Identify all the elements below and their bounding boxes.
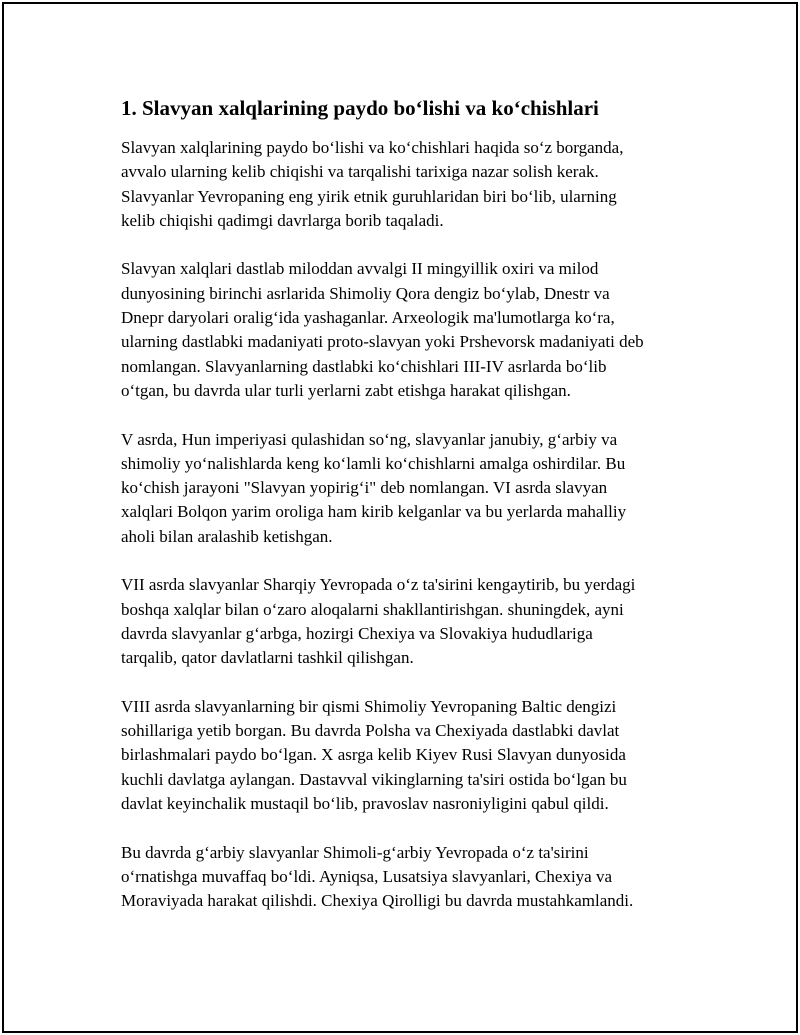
text-line: V asrda, Hun imperiyasi qulashidan so‘ng, slavyanlar janubiy, g‘arbiy va	[121, 429, 618, 449]
text-line: VII asrda slavyanlar Sharqiy Yevropada o‘z ta'sirini kengaytirib, bu yerdagi	[121, 575, 636, 595]
text-line: aholi bilan aralashib ketishgan.	[121, 526, 333, 546]
text-line: Dnepr daryolari oralig‘ida yashaganlar. Arxeologik ma'lumotlarga ko‘ra,	[121, 308, 615, 328]
text-line: xalqlari Bolqon yarim oroliga ham kirib kelganlar va bu yerlarda mahalliy	[121, 502, 627, 522]
text-line: davrda slavyanlar g‘arbga, hozirgi Chexiya va Slovakiya hududlariga	[121, 623, 593, 643]
text-line: Slavyanlar Yevropaning eng yirik etnik guruhlaridan biri bo‘lib, ularning	[121, 186, 617, 206]
text-line: kuchli davlatga aylangan. Dastavval vikinglarning ta'siri ostida bo‘lgan bu	[121, 769, 627, 789]
paragraph-3	[121, 428, 696, 549]
text-line: avvalo ularning kelib chiqishi va tarqalishi tarixiga nazar solish kerak.	[121, 162, 599, 182]
text-line: o‘tgan, bu davrda ular turli yerlarni zabt etishga harakat qilishgan.	[121, 380, 571, 400]
text-line: ko‘chish jarayoni "Slavyan yopirig‘i" deb nomlangan. VI asrda slavyan	[121, 478, 608, 498]
text-line: birlashmalari paydo bo‘lgan. X asrga kelib Kiyev Rusi Slavyan dunyosida	[121, 745, 626, 765]
document-body	[121, 94, 696, 938]
paragraph-1	[121, 136, 696, 233]
text-line: Moraviyada harakat qilishdi. Chexiya Qirolligi bu davrda mustahkamlandi.	[121, 891, 634, 911]
text-line: Slavyan xalqlarining paydo bo‘lishi va ko‘chishlari haqida so‘z borganda,	[121, 138, 624, 157]
text-line: davlat keyinchalik mustaqil bo‘lib, pravoslav nasroniyligini qabul qildi.	[121, 794, 609, 814]
text-line: shimoliy yo‘nalishlarda keng ko‘lamli ko‘chishlarni amalga oshirdilar. Bu	[121, 453, 626, 473]
text-line: sohillariga yetib borgan. Bu davrda Polsha va Chexiyada dastlabki davlat	[121, 721, 620, 741]
text-line: tarqalib, qator davlatlarni tashkil qilishgan.	[121, 648, 414, 668]
paragraph-5	[121, 695, 696, 816]
text-line: boshqa xalqlar bilan o‘zaro aloqalarni shakllantirishgan. shuningdek, ayni	[121, 599, 624, 619]
text-line: kelib chiqishi qadimgi davrlarga borib taqaladi.	[121, 210, 444, 230]
page-frame	[2, 2, 798, 1033]
paragraph-6	[121, 841, 696, 914]
text-line: Bu davrda g‘arbiy slavyanlar Shimoli-g‘arbiy Yevropada o‘z ta'sirini	[121, 842, 589, 862]
text-line: VIII asrda slavyanlarning bir qismi Shimoliy Yevropaning Baltic dengizi	[121, 696, 617, 716]
text-line: ularning dastlabki madaniyati proto-slavyan yoki Prshevorsk madaniyati deb	[121, 332, 644, 352]
paragraph-4	[121, 573, 696, 670]
document-heading: 1. Slavyan xalqlarining paydo bo‘lishi va ko‘chishlari	[121, 96, 599, 120]
text-line: o‘rnatishga muvaffaq bo‘ldi. Ayniqsa, Lusatsiya slavyanlari, Chexiya va	[121, 866, 613, 886]
paragraph-2	[121, 257, 696, 403]
text-line: nomlangan. Slavyanlarning dastlabki ko‘chishlari III-IV asrlarda bo‘lib	[121, 356, 607, 376]
text-line: Slavyan xalqlari dastlab miloddan avvalgi II mingyillik oxiri va milod	[121, 259, 599, 279]
text-line: dunyosining birinchi asrlarida Shimoliy Qora dengiz bo‘ylab, Dnestr va	[121, 283, 610, 303]
